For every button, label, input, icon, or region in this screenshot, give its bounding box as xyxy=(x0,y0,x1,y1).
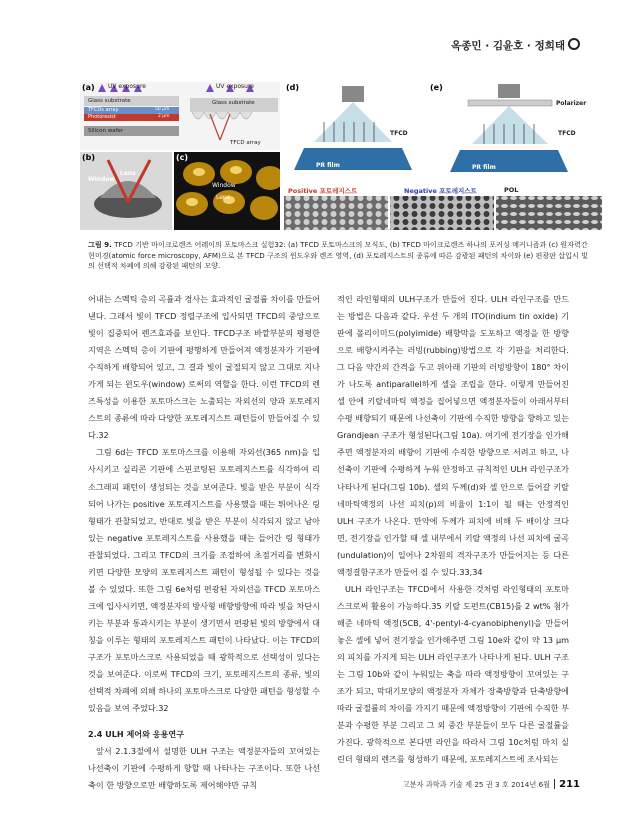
panel-e-label: (e) xyxy=(430,83,443,92)
polarizer-label: Polarizer xyxy=(556,100,587,107)
journal-info: 고분자 과학과 기술 제 25 권 3 호 2014년 6월 xyxy=(402,780,551,789)
thickness-2um-label: 2 µm xyxy=(158,114,170,119)
section-heading: 2.4 ULH 제어와 응용연구 xyxy=(88,729,185,740)
page-footer xyxy=(403,779,580,790)
lens-label: Lens xyxy=(120,170,136,177)
uv-exposure-label: UV exposure xyxy=(108,83,146,90)
paragraph: 그림 6d는 TFCD 포토마스크를 이용해 자외선(365 nm)을 입사시키고 실리콘 기판에 스핀코팅된 포토레지스트를 식각하여 리소그래피 패턴이 생성되는 것을 보여준다. 빛을 받은 부분이 식각되어 나가는 positive 포토레지스트를 사용했을 때는 튀어나온 링 형태가 관찰되었고, 반대로 빛을 받은 부분이 식각되지 않고 남아있는 negative 포토레지스트를 사용했을 때는 들어간 링 형태가 관찰되었다. 그리고 TFCD의 크기를 조절하여 초점거리를 변화시키면 다양한 모양의 포토레지스트 패턴이 형성될 수 있다는 것을 볼 수 있었다. 또한 그림 6e처럼 편광된 자외선을 TFCD 포토마스크에 입사시키면, 액정분자의 방사형 배향방향에 따라 빛을 차단시키는 부분과 통과시키는 부분이 생기면서 편광된 빛의 방향에서 대칭을 이루는 형태의 포토레지스트 패턴이 나타났다. 이는 TFCD의 구조가 포토마스크로 사용되었을 때 광학적으로 선택성이 있다는 것을 보여준다. 이로써 TFCD의 크기, 포토레지스트의 종류, 빛의 선택적 차폐에 의해 하나의 포토마스크로 다양한 패턴을 형성할 수 있음을 보여 주었다.32 xyxy=(88,447,320,714)
uv-exposure-label-2: UV exposure xyxy=(216,83,254,90)
paragraph: 앞서 2.1.3절에서 설명한 ULH 구조는 액정분자들의 꼬여있는 나선축이 기판에 수평하게 향할 때 나타나는 구조이다. 또한 나선축이 한 방향으로만 배향하도록 제어해야만 규칙 xyxy=(88,746,320,791)
figure-9 xyxy=(80,82,602,230)
afm-window-label: Window xyxy=(212,182,236,189)
thickness-50um-label: 50 µm xyxy=(155,107,170,112)
panel-a xyxy=(80,82,280,150)
glass-substrate-label: Glass substrate xyxy=(88,98,131,104)
tfcd-label-d: TFCD xyxy=(390,130,408,137)
circle-bullet-icon xyxy=(568,38,580,50)
pr-film-label-d: PR film xyxy=(316,162,340,169)
panel-b-label: (b) xyxy=(82,153,96,162)
panel-c-afm-image xyxy=(174,152,280,230)
tfcd-array-label-2: TFCD array xyxy=(230,140,261,146)
pol-label: POL xyxy=(504,186,519,194)
running-header: 옥종민 · 김윤호 · 정희태 xyxy=(451,38,580,53)
panel-c xyxy=(174,152,280,230)
afm-lens-label: Lens xyxy=(216,194,230,201)
silicon-wafer-label: Silicon wafer xyxy=(88,128,124,134)
paragraph: 적인 라인형태의 ULH구조가 만들어 진다. ULH 라인구조를 만드는 방법은 다음과 같다. 우선 두 개의 ITO(indium tin oxide) 기판에 폴리이미드(polyimide) 배향막을 도포하고 액정을 한 방향으로 배향시켜주는 러빙(rubbing)방법으로 각 기판을 처리한다. 그 다음 약간의 간격을 두고 위아래 기판의 러빙방향이 180° 차이가 나도록 antiparallel하게 셀을 조립을 한다. 이렇게 만들어진 셀 안에 키랄네마틱 액정을 집어넣으면 액정분자들이 아래서부터 수평 배향되기 때문에 나선축이 기판에 수직한 방향을 향하고 있는 Grandjean 구조가 형성된다(그림 10a). 여기에 전기장을 인가해주면 액정분자의 배향이 기판에 수직한 방향으로 서려고 하고, 나선축이 기판에 수평하게 누워 안정하고 규칙적인 ULH 라인구조가 나타나게 된다(그림 10b). 셀의 두께(d)와 셀 안으로 들어갈 키랄네마틱액정의 나선 피치(p)의 비율이 1:1이 될 때는 안정적인 ULH 구조가 나온다. 만약에 두께가 피치에 비해 두 배이상 크다면, 전기장을 인가할 때 셀 내부에서 키랄 액정의 나선 피치에 굴곡(undulation)이 일어나 2차원의 격자구조가 만들어지는 등 다른 액정결함구조가 만들어 질 수 있다.33,34 xyxy=(337,294,569,577)
positive-photoresist-label: Positive 포토레지스트 xyxy=(288,187,358,195)
tfcd-array-label: TFCDs array xyxy=(88,107,119,113)
panel-e xyxy=(428,82,602,184)
paragraph: 어내는 스멕틱 층의 곡률과 경사는 효과적인 굴절률 차이를 만들어 낸다. 그래서 빛이 TFCD 정렬구조에 입사되면 TFCD의 중앙으로 빛이 집중되어 렌즈효과를 보인다. TFCD구조 바깥부분의 평평한 지역은 스멕틱 층이 기판에 평행하게 만들어져 액정분자가 기판에 수직하게 배향되어 있고, 그 결과 빛이 굴절되지 않고 그대로 지나가게 되는 윈도우(window) 로써의 역할을 한다. 이런 TFCD의 렌즈특성을 이용한 포토마스크는 노출되는 자외선의 양과 포토레지스트의 종류에 따라 다양한 포토레지스트 패턴들이 만들어질 수 있다.32 xyxy=(88,294,320,441)
tfcd-label-e: TFCD xyxy=(558,130,576,137)
window-label: Window xyxy=(88,176,115,183)
panel-b-lens-illustration xyxy=(80,152,172,230)
caption-prefix: 그림 9. xyxy=(88,240,112,249)
panel-d xyxy=(284,82,422,184)
figure-caption xyxy=(88,240,593,272)
page-number: 211 xyxy=(559,779,580,790)
paragraph: ULH 라인구조는 TFCD에서 사용한 것처럼 라인형태의 포토마스크로써 활용이 가능하다.35 키랄 도펀트(CB15)를 2 wt% 첨가해준 네마틱 액정(5CB, 4'-pentyl-4-cyanobiphenyl)을 만들어놓은 셀에 넣어 전기장을 인가해주면 그림 10e와 같이 약 13 µm의 피치를 가지게 되는 ULH 라인구조가 나타나게 된다. ULH 구조는 그림 10b와 같이 누워있는 축을 따라 액정방향이 꼬여있는 구조가 되고, 막대기모양의 액정분자 자체가 장축방향과 단축방향에 따라 굴절률의 차이를 가지기 때문에 액정방향이 기판에 수직한 부분과 수평한 부분 그리고 그 외 중간 부분들이 모두 다른 굴절률을 가진다. 광학적으로 본다면 라인을 따라서 그림 10c처럼 마치 실린더 형태의 렌즈를 형성하기 때문에, 포토레지스트에 조사되는 xyxy=(337,583,569,765)
caption-text: TFCD 기반 마이크로렌즈 어레이의 포토마스크 실험32: (a) TFCD 포토마스크의 모식도, (b) TFCD 마이크로렌즈 하나의 포커싱 메커니즘과 (c) 원자력간현미경(atomic force microscopy, AFM)으로 본 TFCD 구조의 윈도우와 렌즈 영역, (d) 포토레지스트의 종류에 따른 감광된 패턴의 차이와 (e) 편광판 삽입시 빛의 선택적 차폐에 의해 감광된 패턴의 모양. xyxy=(88,240,588,270)
pr-film-label-e: PR film xyxy=(472,164,496,171)
panel-b xyxy=(80,152,172,230)
photoresist-results xyxy=(284,186,602,230)
photoresist-label: Photoresist xyxy=(88,114,116,120)
panel-a-label: (a) xyxy=(82,83,95,92)
panel-c-label: (c) xyxy=(176,153,189,162)
glass-substrate-label-2: Glass substrate xyxy=(212,100,255,106)
right-column xyxy=(337,291,569,768)
negative-photoresist-label: Negative 포토레지스트 xyxy=(404,187,477,195)
footer-divider xyxy=(554,779,555,789)
left-column xyxy=(88,291,320,794)
panel-d-label: (d) xyxy=(286,83,300,92)
